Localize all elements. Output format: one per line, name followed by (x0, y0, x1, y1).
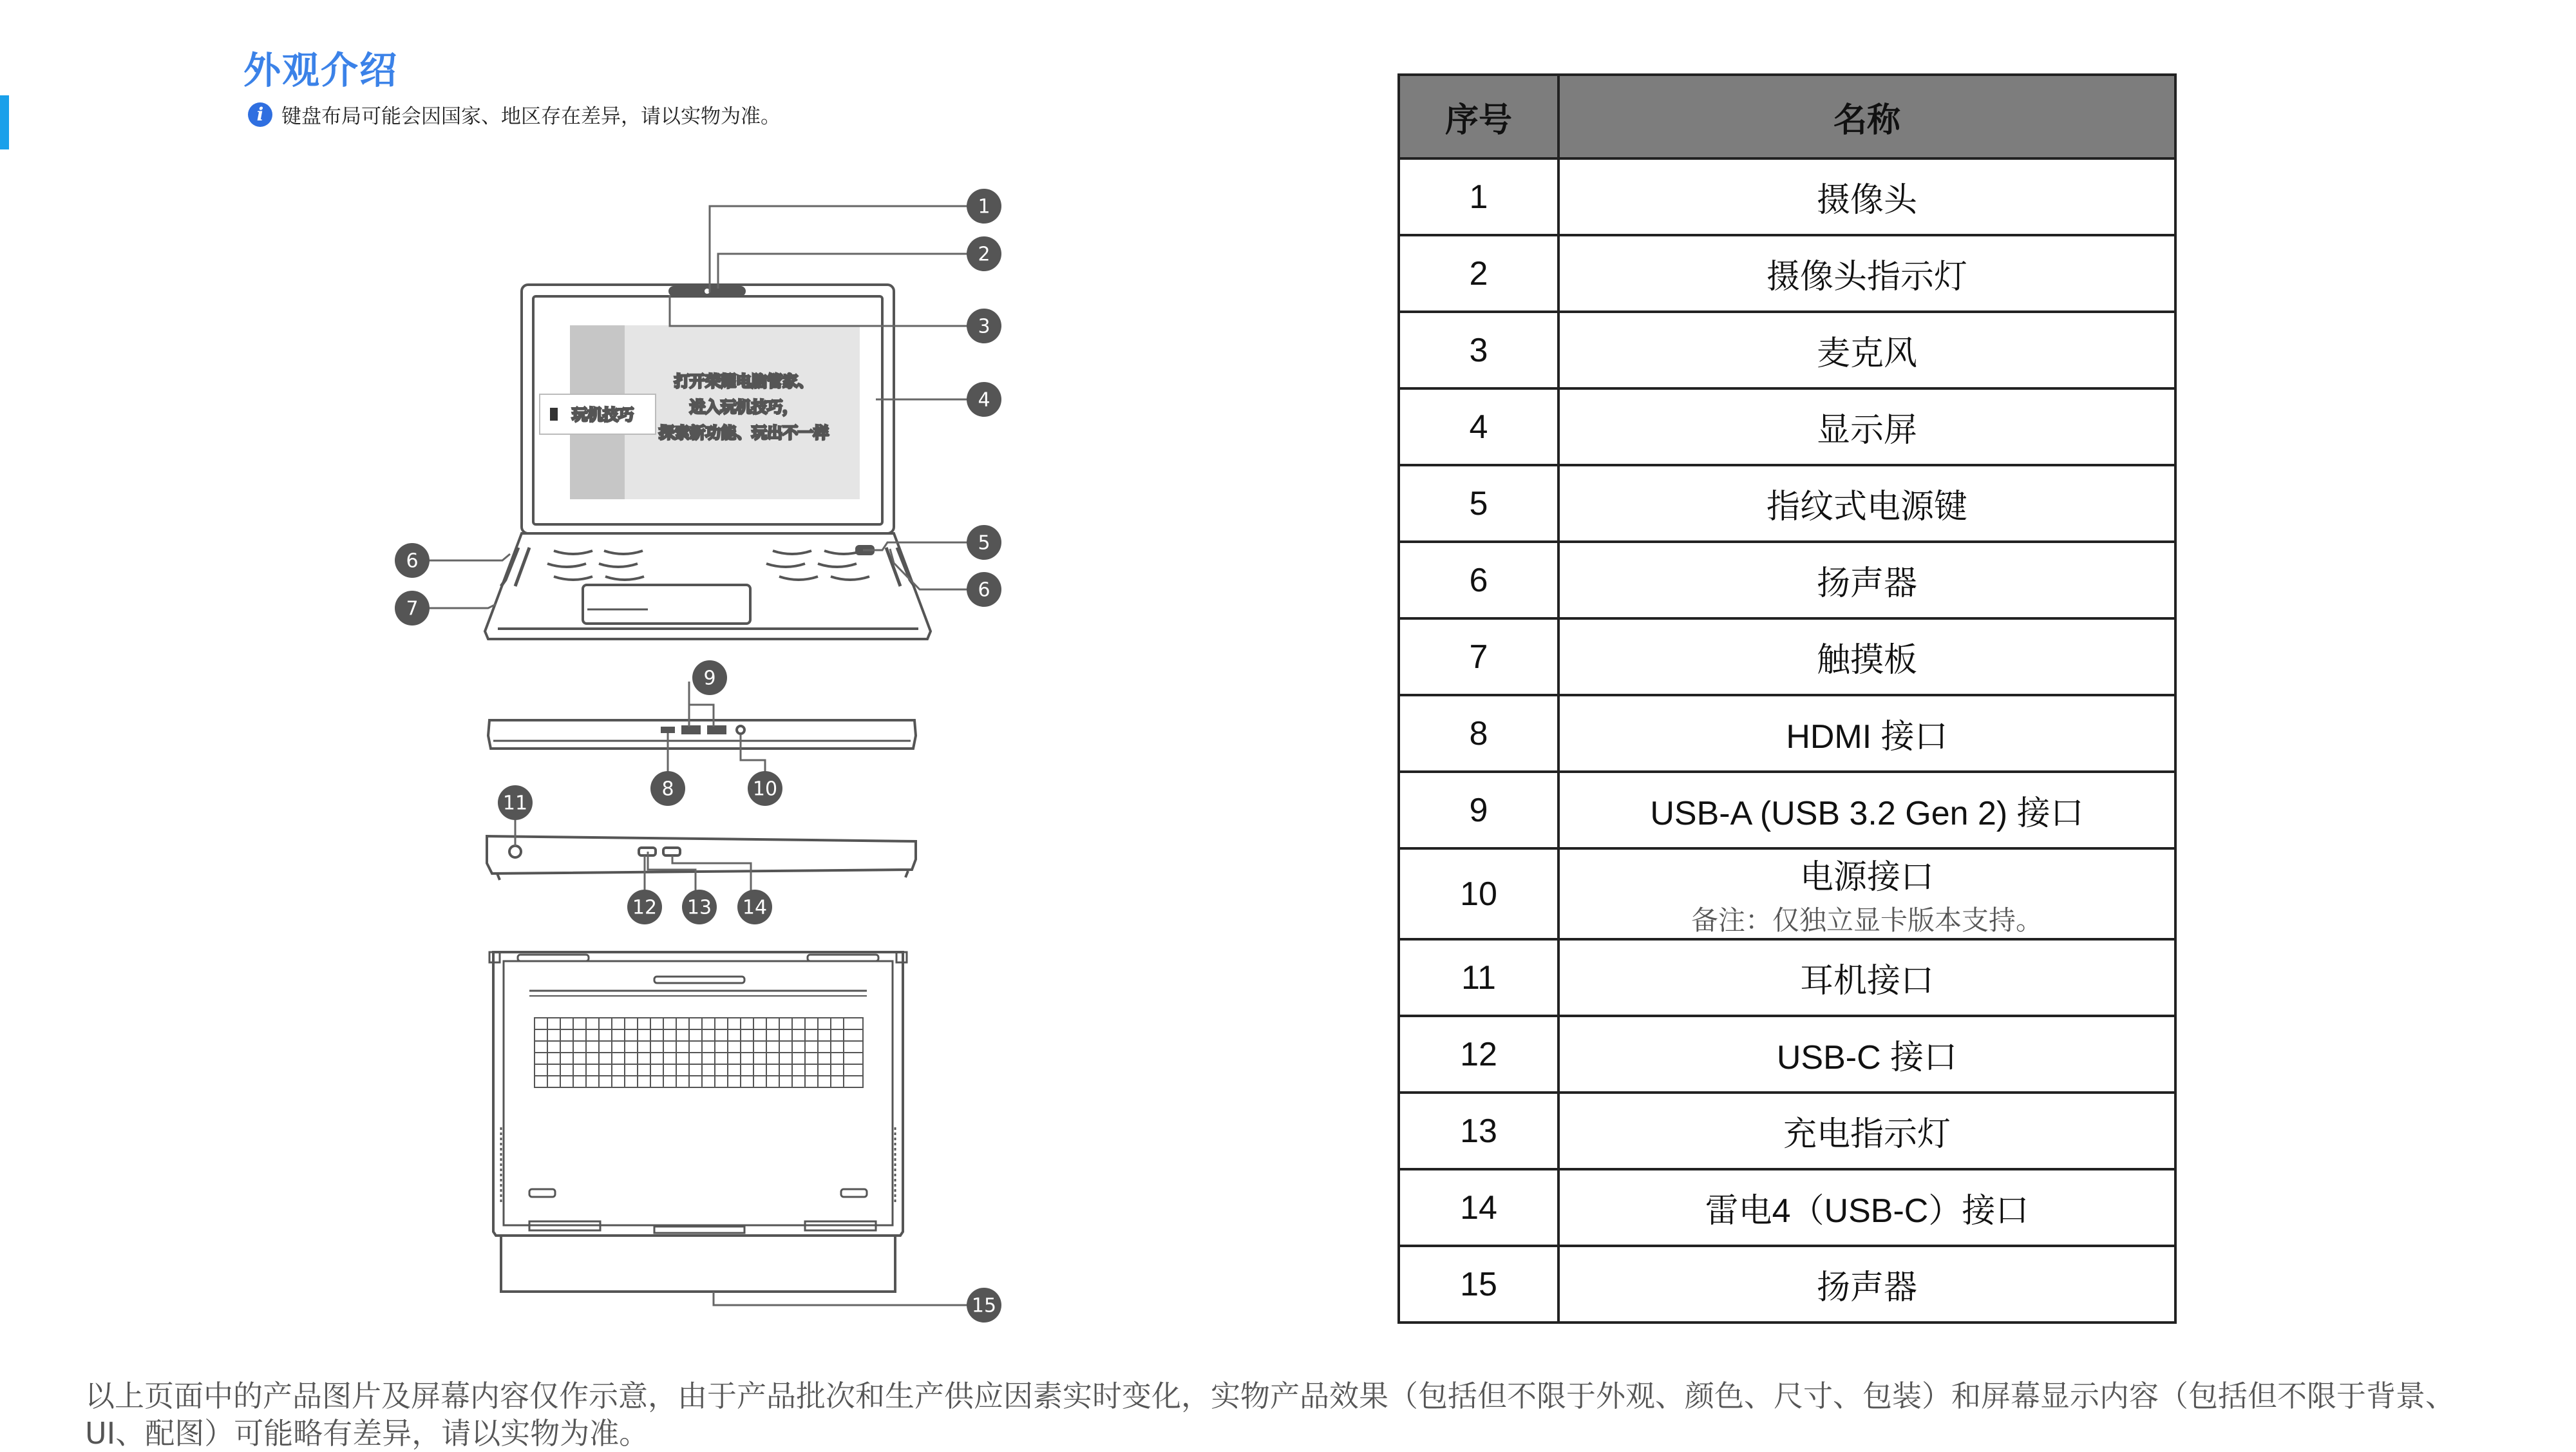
row-name: HDMI 接口 (1558, 695, 2175, 772)
row-number: 12 (1399, 1016, 1558, 1093)
header-name: 名称 (1558, 75, 2175, 158)
svg-text:6: 6 (406, 549, 419, 573)
row-name: 扬声器 (1558, 542, 2175, 618)
svg-text:9: 9 (703, 667, 716, 690)
row-name: 触摸板 (1558, 618, 2175, 695)
svg-text:3: 3 (978, 315, 990, 338)
svg-text:8: 8 (661, 778, 674, 801)
table-row (1399, 772, 2175, 848)
row-remark: 备注：仅独立显卡版本支持。 (1690, 905, 2043, 935)
row-number: 14 (1399, 1169, 1558, 1246)
row-name: 扬声器 (1558, 1246, 2175, 1323)
page-accent-bar (0, 95, 9, 149)
row-number: 5 (1399, 465, 1558, 542)
laptop-rear-side-view (488, 720, 916, 749)
callout-1 (967, 189, 1001, 224)
table-row (1399, 158, 2175, 235)
svg-text:11: 11 (502, 792, 528, 815)
row-number: 8 (1399, 695, 1558, 772)
row-name: 耳机接口 (1558, 939, 2175, 1016)
svg-text:7: 7 (406, 597, 419, 620)
callout-14 (737, 890, 772, 924)
info-icon: i (248, 102, 272, 127)
row-number: 10 (1399, 848, 1558, 939)
callout-4 (967, 382, 1001, 417)
svg-text:6: 6 (978, 578, 990, 602)
callout-3 (967, 309, 1001, 343)
table-row (1399, 848, 2175, 939)
header-number: 序号 (1399, 75, 1558, 158)
table-row (1399, 1016, 2175, 1093)
table-header-row (1399, 75, 2175, 158)
row-name: 摄像头 (1558, 158, 2175, 235)
svg-text:4: 4 (978, 388, 990, 412)
row-number: 9 (1399, 772, 1558, 848)
laptop-front-view (485, 285, 931, 639)
table-row (1399, 312, 2175, 388)
row-number: 4 (1399, 388, 1558, 465)
table-row (1399, 618, 2175, 695)
svg-text:12: 12 (632, 896, 658, 919)
component-table (1397, 73, 2177, 1324)
row-number: 2 (1399, 235, 1558, 312)
callout-8 (650, 771, 685, 806)
table-row (1399, 388, 2175, 465)
callout-11 (498, 785, 533, 820)
row-name: 显示屏 (1558, 388, 2175, 465)
callout-2 (967, 236, 1001, 271)
callout-9 (692, 660, 727, 695)
screen-line-1: 打开荣耀电脑管家、 (674, 372, 813, 390)
callout-12 (627, 890, 662, 924)
page-title: 外观介绍 (243, 48, 399, 92)
callout-15 (967, 1288, 1001, 1323)
screen-badge-text: 玩机技巧 (572, 406, 634, 424)
laptop-bottom-view (489, 952, 907, 1292)
screen-line-2: 进入玩机技巧， (690, 398, 798, 416)
table-row (1399, 235, 2175, 312)
callout-7 (395, 591, 430, 626)
note-text: 键盘布局可能会因国家、地区存在差异，请以实物为准。 (281, 105, 781, 128)
table-row (1399, 1093, 2175, 1169)
svg-text:2: 2 (978, 243, 990, 266)
table-row (1399, 1169, 2175, 1246)
callout-13 (682, 890, 717, 924)
row-name: 指纹式电源键 (1558, 465, 2175, 542)
row-number: 7 (1399, 618, 1558, 695)
callout-6-right (967, 572, 1001, 607)
table-row (1399, 465, 2175, 542)
svg-text:1: 1 (978, 195, 990, 218)
table-row (1399, 939, 2175, 1016)
row-name: 雷电4（USB-C）接口 (1558, 1169, 2175, 1246)
row-number: 6 (1399, 542, 1558, 618)
disclaimer-footer: 以上页面中的产品图片及屏幕内容仅作示意，由于产品批次和生产供应因素实时变化，实物产品效果（包括但不限于外观、颜色、尺寸、包装）和屏幕显示内容（包括但不限于背景、UI、配图）可能略有差异，请以实物为准。 (85, 1379, 2455, 1451)
svg-text:10: 10 (752, 778, 778, 801)
row-name: 充电指示灯 (1558, 1093, 2175, 1169)
laptop-diagram (361, 174, 1043, 1353)
callout-6-left (395, 543, 430, 578)
row-number: 3 (1399, 312, 1558, 388)
callout-10 (748, 771, 782, 806)
row-number: 15 (1399, 1246, 1558, 1323)
row-name: 电源接口 (1799, 859, 1934, 896)
callout-5 (967, 525, 1001, 560)
svg-text:14: 14 (742, 896, 768, 919)
svg-text:15: 15 (971, 1294, 997, 1317)
table-row (1399, 695, 2175, 772)
row-number: 11 (1399, 939, 1558, 1016)
svg-text:5: 5 (978, 531, 990, 555)
svg-text:13: 13 (687, 896, 712, 919)
row-name: 摄像头指示灯 (1558, 235, 2175, 312)
row-name-with-remark (1558, 848, 2175, 939)
row-number: 1 (1399, 158, 1558, 235)
row-number: 13 (1399, 1093, 1558, 1169)
screen-line-3: 探索新功能、玩出不一样 (659, 424, 829, 442)
row-name: 麦克风 (1558, 312, 2175, 388)
table-row (1399, 1246, 2175, 1323)
row-name: USB-C 接口 (1558, 1016, 2175, 1093)
table-row (1399, 542, 2175, 618)
laptop-left-side-view (487, 836, 916, 880)
row-name: USB-A (USB 3.2 Gen 2) 接口 (1558, 772, 2175, 848)
keyboard-note (248, 100, 781, 129)
